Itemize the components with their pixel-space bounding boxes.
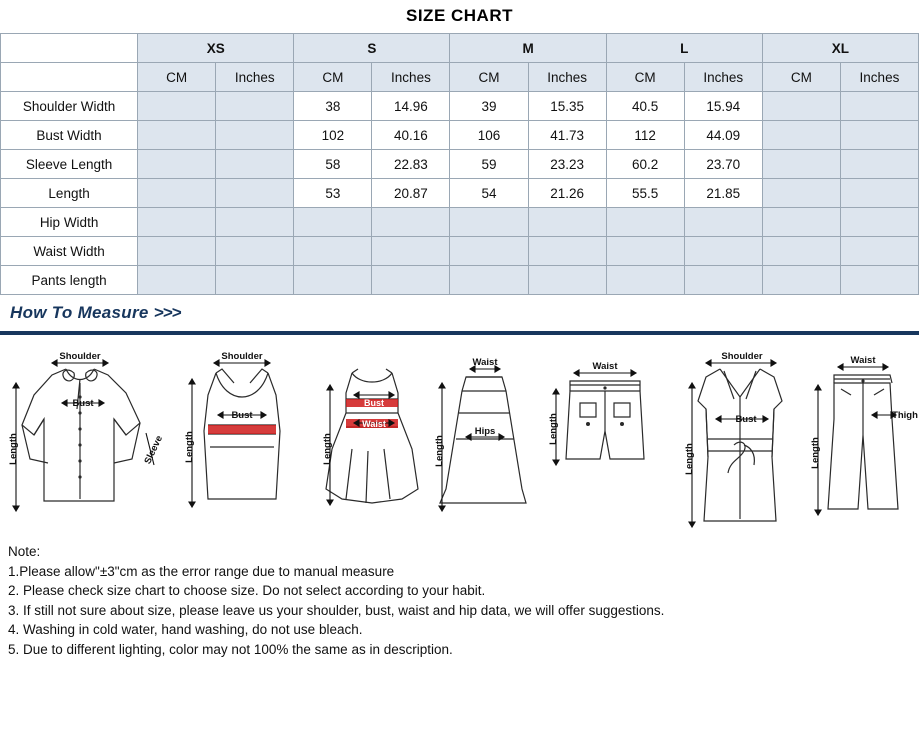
table-row (1, 208, 919, 237)
divider (0, 331, 919, 335)
cell (372, 266, 450, 295)
cell: 14.96 (372, 92, 450, 121)
size-header-l: L (606, 34, 762, 63)
row-label: Length (1, 179, 138, 208)
cell (216, 237, 294, 266)
figure-skirt (426, 339, 546, 529)
cell (294, 208, 372, 237)
cell: 106 (450, 121, 528, 150)
unit-header-xl-cm: CM (762, 63, 840, 92)
cell (216, 266, 294, 295)
cell: 15.35 (528, 92, 606, 121)
cell (450, 237, 528, 266)
cell (762, 150, 840, 179)
row-label: Shoulder Width (1, 92, 138, 121)
note-item: 5. Due to different lighting, color may not 100% the same as in description. (8, 641, 453, 657)
how-to-measure-label: How To Measure (10, 303, 149, 322)
table-row (1, 266, 919, 295)
cell: 58 (294, 150, 372, 179)
measurement-illustrations (0, 339, 919, 534)
cell (606, 237, 684, 266)
page-title: SIZE CHART (406, 6, 513, 25)
cell (840, 237, 918, 266)
cell (294, 266, 372, 295)
cell (138, 150, 216, 179)
cell: 41.73 (528, 121, 606, 150)
note-item: 1.Please allow"±3"cm as the error range due to manual measure (8, 563, 395, 579)
cell (684, 266, 762, 295)
note-item: 4. Washing in cold water, hand washing, do not use bleach. (8, 622, 363, 637)
notes-section (0, 534, 919, 659)
cell (450, 208, 528, 237)
row-label: Waist Width (1, 237, 138, 266)
cell: 54 (450, 179, 528, 208)
table-header-row-units (1, 63, 919, 92)
table-header-row-sizes (1, 34, 919, 63)
cell (840, 92, 918, 121)
figure-label-length: Length (684, 443, 695, 475)
cell (528, 208, 606, 237)
cell: 102 (294, 121, 372, 150)
figure-coat (676, 339, 806, 529)
cell (138, 92, 216, 121)
cell (762, 179, 840, 208)
cell (138, 179, 216, 208)
figure-label-length: Length (548, 413, 559, 445)
row-label: Hip Width (1, 208, 138, 237)
figure-label-length: Length (322, 433, 333, 465)
cell (606, 266, 684, 295)
cell (528, 237, 606, 266)
figure-shorts (540, 339, 670, 529)
cell (138, 266, 216, 295)
unit-header-xs-cm: CM (138, 63, 216, 92)
cell (216, 150, 294, 179)
cell: 22.83 (372, 150, 450, 179)
cell: 112 (606, 121, 684, 150)
table-row (1, 92, 919, 121)
figure-label-waist: Waist (362, 419, 386, 429)
cell: 20.87 (372, 179, 450, 208)
figure-label-length: Length (434, 435, 445, 467)
row-label: Pants length (1, 266, 138, 295)
table-corner-cell (1, 34, 138, 63)
chevron-right-icon: >>> (153, 303, 181, 322)
cell (840, 121, 918, 150)
cell (450, 266, 528, 295)
cell (528, 266, 606, 295)
note-item: 3. If still not sure about size, please leave us your shoulder, bust, waist and hip data, we will offer suggestions. (8, 602, 665, 618)
figure-label-shoulder: Shoulder (221, 351, 263, 362)
cell (138, 208, 216, 237)
size-header-s: S (294, 34, 450, 63)
cell: 53 (294, 179, 372, 208)
cell (216, 92, 294, 121)
unit-header-s-cm: CM (294, 63, 372, 92)
cell: 55.5 (606, 179, 684, 208)
figure-label-hips: Hips (474, 426, 496, 437)
cell: 21.26 (528, 179, 606, 208)
cell: 38 (294, 92, 372, 121)
unit-header-xs-inches: Inches (216, 63, 294, 92)
cell: 44.09 (684, 121, 762, 150)
cell (216, 121, 294, 150)
figure-label-sleeve: Sleeve (142, 433, 166, 466)
cell (606, 208, 684, 237)
figure-label-shoulder: Shoulder (721, 351, 763, 362)
cell (840, 179, 918, 208)
notes-heading: Note: (8, 544, 41, 559)
unit-header-xl-inches: Inches (840, 63, 918, 92)
cell (762, 208, 840, 237)
figure-label-shoulder: Shoulder (59, 351, 101, 362)
cell (138, 121, 216, 150)
cell (372, 208, 450, 237)
cell: 40.16 (372, 121, 450, 150)
table-corner-cell-2 (1, 63, 138, 92)
cell (294, 237, 372, 266)
cell: 21.85 (684, 179, 762, 208)
cell (216, 179, 294, 208)
table-row (1, 150, 919, 179)
cell (840, 208, 918, 237)
cell: 40.5 (606, 92, 684, 121)
cell (684, 237, 762, 266)
cell: 23.23 (528, 150, 606, 179)
cell (684, 208, 762, 237)
figure-label-length: Length (8, 433, 19, 465)
size-chart-table (0, 33, 919, 295)
figure-label-length: Length (810, 437, 821, 469)
size-header-m: M (450, 34, 606, 63)
figure-camisole (178, 339, 308, 529)
figure-dress (312, 339, 432, 529)
note-item: 2. Please check size chart to choose size. Do not select according to your habit. (8, 583, 486, 598)
figure-blouse (4, 339, 174, 529)
cell (138, 237, 216, 266)
table-row (1, 179, 919, 208)
figure-label-waist: Waist (850, 355, 876, 366)
cell: 60.2 (606, 150, 684, 179)
table-row (1, 237, 919, 266)
cell: 39 (450, 92, 528, 121)
cell: 23.70 (684, 150, 762, 179)
cell (372, 237, 450, 266)
figure-pants (806, 339, 919, 529)
cell (216, 208, 294, 237)
cell (762, 92, 840, 121)
figure-label-bust: Bust (364, 398, 384, 408)
cell (840, 266, 918, 295)
cell (762, 237, 840, 266)
cell: 15.94 (684, 92, 762, 121)
unit-header-m-cm: CM (450, 63, 528, 92)
unit-header-l-cm: CM (606, 63, 684, 92)
figure-label-waist: Waist (472, 357, 498, 368)
figure-label-waist: Waist (592, 361, 618, 372)
figure-label-bust: Bust (735, 414, 757, 425)
table-row (1, 121, 919, 150)
unit-header-s-inches: Inches (372, 63, 450, 92)
unit-header-l-inches: Inches (684, 63, 762, 92)
unit-header-m-inches: Inches (528, 63, 606, 92)
cell: 59 (450, 150, 528, 179)
cell (762, 266, 840, 295)
row-label: Sleeve Length (1, 150, 138, 179)
figure-label-thigh: Thigh (892, 410, 918, 421)
how-to-measure-heading (0, 303, 919, 323)
figure-label-length: Length (184, 431, 195, 463)
how-to-measure-banner (0, 303, 919, 337)
cell (840, 150, 918, 179)
cell (762, 121, 840, 150)
size-header-xs: XS (138, 34, 294, 63)
size-header-xl: XL (762, 34, 918, 63)
row-label: Bust Width (1, 121, 138, 150)
figure-label-bust: Bust (231, 410, 253, 421)
figure-label-bust: Bust (72, 398, 94, 409)
